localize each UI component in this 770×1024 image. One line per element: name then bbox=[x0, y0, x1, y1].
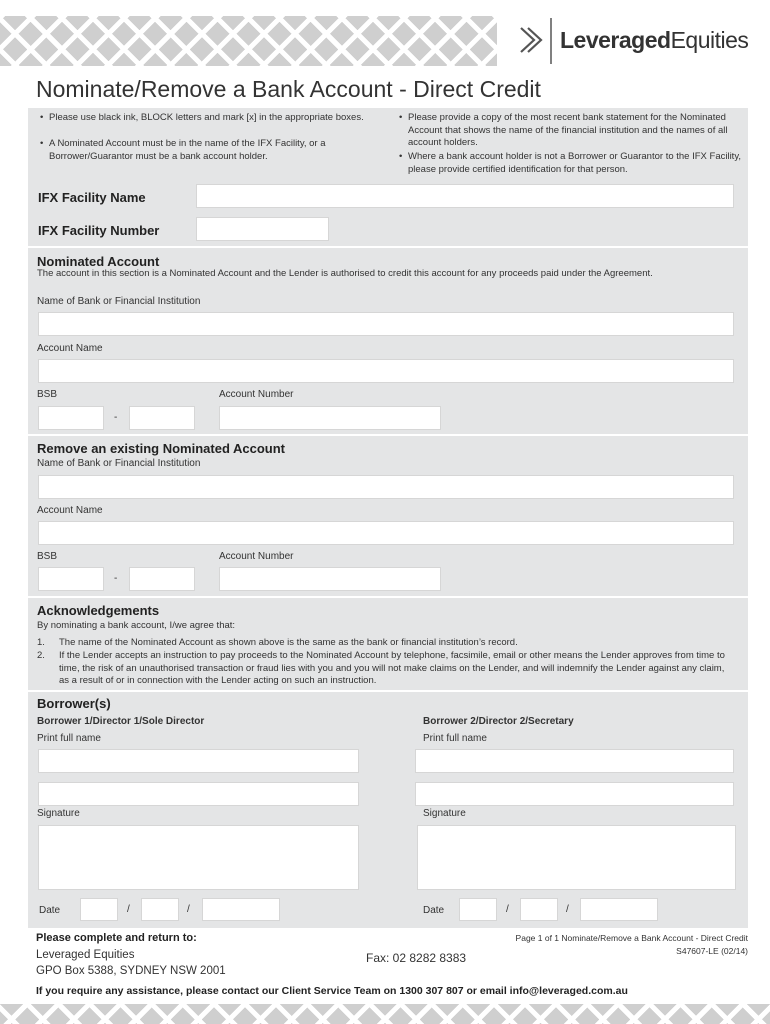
borrower-2-signature-label: Signature bbox=[423, 808, 466, 819]
nominated-bank-label: Name of Bank or Financial Institution bbox=[37, 296, 201, 307]
remove-account-section bbox=[28, 436, 748, 596]
nominated-bank-input[interactable] bbox=[38, 312, 734, 336]
remove-account-number-label: Account Number bbox=[219, 551, 294, 562]
borrower-2-signature-box[interactable] bbox=[417, 825, 736, 890]
facility-name-label: IFX Facility Name bbox=[38, 190, 146, 205]
remove-account-name-input[interactable] bbox=[38, 521, 734, 545]
nominated-heading: Nominated Account bbox=[37, 254, 160, 269]
borrowers-heading: Borrower(s) bbox=[37, 696, 111, 711]
borrowers-section bbox=[28, 692, 748, 928]
remove-account-number-input[interactable] bbox=[219, 567, 441, 591]
facility-name-input[interactable] bbox=[196, 184, 734, 208]
chevron-logo-icon bbox=[518, 16, 552, 66]
remove-bsb-separator: - bbox=[114, 573, 118, 584]
remove-account-name-label: Account Name bbox=[37, 505, 103, 516]
assistance-text: If you require any assistance, please contact our Client Service Team on 1300 307 807 or email info@leveraged.com.au bbox=[36, 985, 628, 997]
instruction-right-1: • Please provide a copy of the most recent bank statement for the Nominated Account that shows the name of the financial institution and the names of all account holders. bbox=[399, 112, 728, 148]
remove-bsb-input-2[interactable] bbox=[129, 567, 195, 591]
borrower-1-signature-label: Signature bbox=[37, 808, 80, 819]
instructions-section bbox=[28, 108, 748, 246]
remove-bsb-label: BSB bbox=[37, 551, 58, 562]
borrower-1-date-month[interactable] bbox=[141, 898, 179, 921]
acknowledgements-heading: Acknowledgements bbox=[37, 603, 160, 618]
footer-pattern bbox=[0, 1004, 770, 1024]
nominated-account-section bbox=[28, 248, 748, 434]
return-address: GPO Box 5388, SYDNEY NSW 2001 bbox=[36, 965, 226, 977]
facility-number-input[interactable] bbox=[196, 217, 329, 241]
nominated-bsb-input-2[interactable] bbox=[129, 406, 195, 430]
borrower-2-name-input-1[interactable] bbox=[415, 749, 734, 773]
fax-number: Fax: 02 8282 8383 bbox=[366, 951, 467, 965]
logo-text-bold: Leveraged bbox=[560, 27, 671, 53]
borrower-2-date-year[interactable] bbox=[580, 898, 658, 921]
nominated-account-name-input[interactable] bbox=[38, 359, 734, 383]
borrower-2-date-day[interactable] bbox=[459, 898, 497, 921]
borrower-1-signature-box[interactable] bbox=[38, 825, 359, 890]
header-pattern bbox=[0, 16, 497, 66]
borrower-1-date-year[interactable] bbox=[202, 898, 280, 921]
instruction-right-2: • Where a bank account holder is not a Borrower or Guarantor to the IFX Facility, please provide certified identification for that person. bbox=[399, 151, 742, 175]
ack-item-1-text: The name of the Nominated Account as shown above is the same as the bank or financial institution’s record. bbox=[59, 637, 518, 648]
page-title: Nominate/Remove a Bank Account - Direct Credit bbox=[36, 76, 541, 102]
borrower-2-date-sep-1: / bbox=[506, 904, 509, 915]
brand-logo bbox=[518, 16, 748, 66]
return-company: Leveraged Equities bbox=[36, 949, 135, 961]
instruction-left-2: • A Nominated Account must be in the name of the IFX Facility, or a Borrower/Guarantor must be a bank account holder. bbox=[40, 138, 326, 162]
borrower-1-date-sep-2: / bbox=[187, 904, 190, 915]
borrower-1-date-label: Date bbox=[39, 905, 61, 916]
facility-number-label: IFX Facility Number bbox=[38, 223, 160, 238]
borrower-1-name-input-2[interactable] bbox=[38, 782, 359, 806]
nominated-description: The account in this section is a Nominated Account and the Lender is authorised to credit this account for any proceeds paid under the Agreement. bbox=[37, 268, 653, 279]
ack-item-2-number: 2. bbox=[37, 650, 45, 661]
page-info: Page 1 of 1 Nominate/Remove a Bank Account - Direct Credit bbox=[515, 933, 748, 943]
borrower-2-name-input-2[interactable] bbox=[415, 782, 734, 806]
remove-bank-input[interactable] bbox=[38, 475, 734, 499]
form-code: S47607-LE (02/14) bbox=[676, 946, 748, 956]
borrower-1-name-input-1[interactable] bbox=[38, 749, 359, 773]
borrower-2-print-label: Print full name bbox=[423, 733, 487, 744]
nominated-bsb-label: BSB bbox=[37, 389, 58, 400]
instruction-left-1: • Please use black ink, BLOCK letters and mark [x] in the appropriate boxes. bbox=[40, 112, 364, 123]
borrower-1-date-sep-1: / bbox=[127, 904, 130, 915]
borrower-2-date-sep-2: / bbox=[566, 904, 569, 915]
acknowledgements-intro: By nominating a bank account, I/we agree that: bbox=[37, 620, 236, 631]
borrower-1-print-label: Print full name bbox=[37, 733, 101, 744]
nominated-account-number-input[interactable] bbox=[219, 406, 441, 430]
nominated-account-number-label: Account Number bbox=[219, 389, 294, 400]
borrower-2-title: Borrower 2/Director 2/Secretary bbox=[423, 716, 574, 727]
acknowledgements-section bbox=[28, 598, 748, 690]
remove-heading: Remove an existing Nominated Account bbox=[37, 441, 286, 456]
borrower-1-title: Borrower 1/Director 1/Sole Director bbox=[37, 716, 205, 727]
nominated-account-name-label: Account Name bbox=[37, 343, 103, 354]
ack-item-1-number: 1. bbox=[37, 637, 45, 648]
logo-text-light: Equities bbox=[670, 27, 749, 53]
ack-item-2-text: If the Lender accepts an instruction to pay proceeds to the Nominated Account by telephone, facsimile, email or other means the Lender approves from time to time, the risk of an unauthorised transaction or fraud lies with you and you will not make claims on the Lender, and will indemnify the Lender against any claim, as a result of or in connection with the Lender acting on such an instruction. bbox=[59, 650, 725, 686]
return-heading: Please complete and return to: bbox=[36, 932, 197, 944]
remove-bank-label: Name of Bank or Financial Institution bbox=[37, 458, 201, 469]
nominated-bsb-separator: - bbox=[114, 412, 118, 423]
nominated-bsb-input-1[interactable] bbox=[38, 406, 104, 430]
borrower-2-date-label: Date bbox=[423, 905, 445, 916]
borrower-1-date-day[interactable] bbox=[80, 898, 118, 921]
remove-bsb-input-1[interactable] bbox=[38, 567, 104, 591]
borrower-2-date-month[interactable] bbox=[520, 898, 558, 921]
